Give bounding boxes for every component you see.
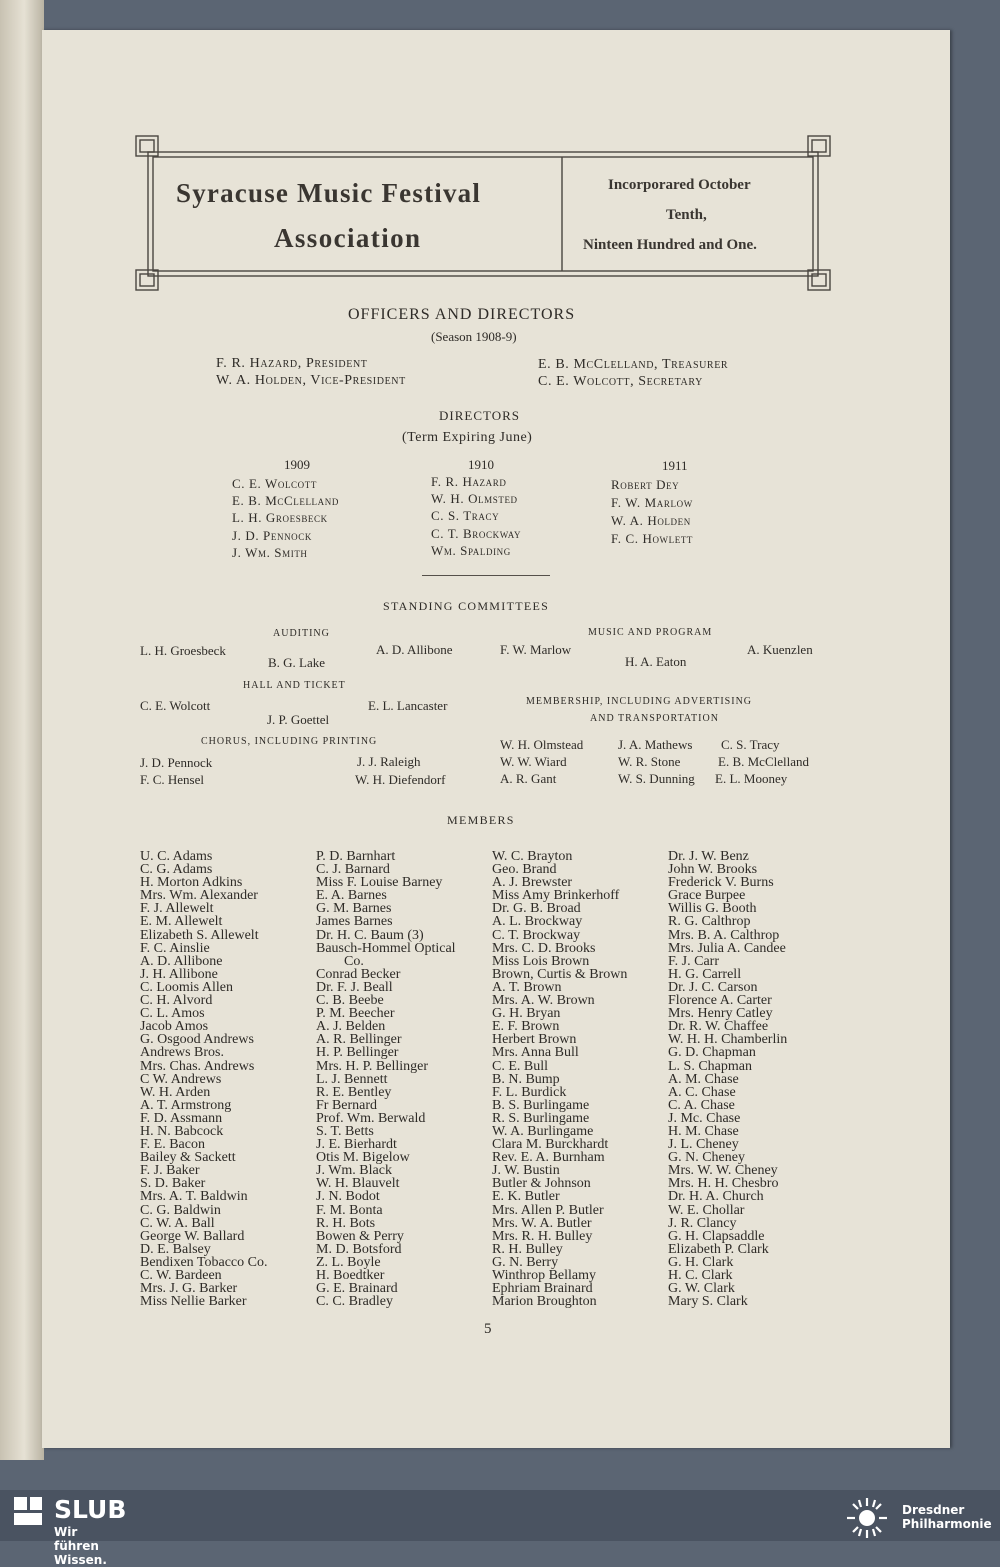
member-name: Bowen & Perry: [316, 1228, 404, 1244]
member-name: James Barnes: [316, 914, 393, 930]
year-1911: 1911: [662, 458, 688, 473]
member-name: D. E. Balsey: [140, 1241, 211, 1257]
officer-treasurer: E. B. McClelland, Treasurer: [538, 357, 729, 372]
member-name: G. M. Barnes: [316, 901, 392, 917]
director-name: J. D. Pennock: [232, 527, 312, 543]
member-name: E. F. Brown: [492, 1019, 560, 1035]
member-name: C. A. Chase: [668, 1097, 735, 1113]
member-name: J. E. Bierhardt: [316, 1137, 397, 1153]
member-name: Geo. Brand: [492, 862, 557, 878]
member-name: G. D. Chapman: [668, 1045, 756, 1061]
director-name: F. C. Howlett: [611, 531, 694, 546]
member-name: P. D. Barnhart: [316, 849, 396, 864]
director-name: Wm. Spalding: [431, 542, 511, 558]
chorus-member: J. J. Raleigh: [357, 754, 421, 769]
member-name: R. H. Bots: [316, 1215, 376, 1231]
member-name: C. H. Alvord: [140, 993, 213, 1009]
director-name: W. H. Olmsted: [431, 491, 518, 507]
directors-1909-list: [232, 475, 339, 561]
member-name: Mrs. R. H. Bulley: [492, 1228, 593, 1244]
member-name: C W. Andrews: [140, 1071, 222, 1087]
member-name: John W. Brooks: [668, 862, 758, 878]
member-name: P. M. Beecher: [316, 1006, 395, 1022]
officers-heading: OFFICERS AND DIRECTORS: [348, 306, 576, 323]
member-name: U. C. Adams: [140, 849, 213, 864]
directors-term: (Term Expiring June): [402, 430, 533, 445]
member-name: A. L. Brockway: [492, 914, 583, 930]
music-program-member: H. A. Eaton: [625, 654, 687, 669]
partner-name-line2: Philharmonie: [902, 1517, 992, 1531]
members-column-4: [668, 850, 787, 1308]
member-name: Elizabeth S. Allewelt: [140, 927, 259, 943]
director-name: Robert Dey: [611, 477, 680, 492]
member-name: C. E. Bull: [492, 1058, 549, 1074]
member-name: J. W. Bustin: [492, 1163, 560, 1179]
member-name: Dr. H. C. Baum (3): [316, 927, 424, 943]
hall-ticket-member: C. E. Wolcott: [140, 698, 211, 713]
member-name: W. C. Brayton: [492, 849, 573, 864]
hall-ticket-member: J. P. Goettel: [267, 712, 330, 727]
auditing-member: A. D. Allibone: [376, 642, 453, 657]
chorus-member: J. D. Pennock: [140, 755, 213, 770]
member-name: L. J. Bennett: [316, 1071, 388, 1087]
member-name: G. N. Berry: [492, 1254, 559, 1270]
member-name: George W. Ballard: [140, 1228, 245, 1244]
member-name: Rev. E. A. Burnham: [492, 1150, 605, 1166]
slub-name: SLUB: [54, 1495, 127, 1524]
member-name: J. Mc. Chase: [668, 1110, 741, 1126]
incorporated-line2: Tenth,: [666, 207, 707, 223]
member-name: C. Loomis Allen: [140, 979, 233, 995]
member-name: Fr Bernard: [316, 1097, 378, 1113]
member-name: A. J. Brewster: [492, 875, 573, 891]
member-name: A. C. Chase: [668, 1084, 736, 1100]
member-name: C. W. Bardeen: [140, 1268, 222, 1283]
member-name: Conrad Becker: [316, 966, 401, 982]
member-name: H. N. Babcock: [140, 1123, 224, 1139]
member-name: J. H. Allibone: [140, 966, 218, 982]
member-name: Dr. H. A. Church: [668, 1189, 764, 1205]
member-name: Mrs. B. A. Calthrop: [668, 927, 780, 943]
member-name: Bausch-Hommel Optical: [316, 940, 456, 956]
member-name: H. C. Clark: [668, 1268, 733, 1283]
director-name: F. R. Hazard: [431, 474, 507, 489]
member-name: H. P. Bellinger: [316, 1045, 399, 1061]
member-name: A. T. Armstrong: [140, 1097, 232, 1113]
member-name: Jacob Amos: [140, 1019, 209, 1035]
member-name: Mrs. W. W. Cheney: [668, 1163, 778, 1179]
auditing-title: AUDITING: [273, 628, 330, 639]
membership-member: W. W. Wiard: [500, 754, 567, 769]
member-name: F. L. Burdick: [492, 1084, 567, 1100]
member-name: Mrs. Julia A. Candee: [668, 940, 786, 956]
membership-member: E. B. McClelland: [718, 754, 809, 769]
member-name: Brown, Curtis & Brown: [492, 966, 628, 982]
membership-member: J. A. Mathews: [618, 737, 693, 752]
member-name: F. M. Bonta: [316, 1202, 383, 1218]
member-name: C. W. A. Ball: [140, 1215, 215, 1231]
officer-president: F. R. Hazard, President: [216, 356, 368, 371]
incorporated-line3: Ninteen Hundred and One.: [583, 237, 757, 253]
member-name: G. E. Brainard: [316, 1281, 398, 1297]
member-name: C. G. Adams: [140, 862, 213, 878]
chorus-title: CHORUS, INCLUDING PRINTING: [201, 736, 378, 747]
member-name: Mrs. C. D. Brooks: [492, 940, 596, 956]
header-frame: [134, 132, 834, 294]
member-name: Co.: [344, 953, 364, 969]
member-name: B. N. Bump: [492, 1071, 560, 1087]
member-name: R. E. Bentley: [316, 1084, 392, 1100]
member-name: S. D. Baker: [140, 1176, 206, 1192]
member-name: Dr. J. C. Carson: [668, 979, 758, 995]
member-name: Mrs. Wm. Alexander: [140, 888, 258, 904]
members-column-1: [140, 850, 267, 1308]
member-name: H. M. Chase: [668, 1123, 739, 1139]
member-name: Clara M. Burckhardt: [492, 1137, 609, 1153]
member-name: W. E. Chollar: [668, 1202, 745, 1218]
member-name: Mrs. Allen P. Butler: [492, 1202, 604, 1218]
member-name: Mrs. A. T. Baldwin: [140, 1189, 248, 1205]
member-name: L. S. Chapman: [668, 1058, 752, 1074]
hall-ticket-member: E. L. Lancaster: [368, 698, 448, 713]
association-title-line2: Association: [274, 223, 422, 253]
document-page: [42, 30, 950, 1448]
partner-logo: [842, 1497, 992, 1543]
member-name: J. L. Cheney: [668, 1137, 739, 1153]
member-name: E. A. Barnes: [316, 888, 387, 904]
chorus-member: W. H. Diefendorf: [355, 772, 446, 787]
member-name: F. C. Ainslie: [140, 940, 210, 956]
member-name: Herbert Brown: [492, 1032, 577, 1048]
member-name: G. W. Clark: [668, 1281, 735, 1297]
auditing-member: B. G. Lake: [268, 655, 326, 670]
directors-1911-list: [611, 476, 693, 548]
director-name: W. A. Holden: [611, 513, 691, 528]
member-name: C. J. Barnard: [316, 862, 390, 878]
sunburst-icon: [842, 1497, 892, 1539]
member-name: M. D. Botsford: [316, 1241, 402, 1257]
season-label: (Season 1908-9): [431, 329, 517, 344]
member-name: F. J. Carr: [668, 953, 719, 969]
partner-name-line1: Dresdner: [902, 1503, 965, 1517]
member-name: W. A. Burlingame: [492, 1123, 594, 1139]
member-name: Marion Broughton: [492, 1294, 597, 1310]
member-name: Mrs. H. H. Chesbro: [668, 1176, 779, 1192]
slub-tagline: Wir führen Wissen.: [54, 1525, 107, 1567]
officer-secretary: C. E. Wolcott, Secretary: [538, 374, 703, 389]
member-name: Frederick V. Burns: [668, 875, 774, 891]
committees-heading: STANDING COMMITTEES: [383, 599, 550, 613]
member-name: Mrs. Chas. Andrews: [140, 1058, 255, 1074]
book-spine: [0, 0, 44, 1460]
member-name: Miss F. Louise Barney: [316, 875, 443, 891]
member-name: Elizabeth P. Clark: [668, 1241, 769, 1257]
member-name: S. T. Betts: [316, 1123, 374, 1139]
year-1910: 1910: [468, 457, 494, 472]
member-name: Mrs. W. A. Butler: [492, 1215, 592, 1231]
director-name: C. T. Brockway: [431, 525, 522, 541]
member-name: Mrs. Henry Catley: [668, 1006, 773, 1022]
membership-member: W. R. Stone: [618, 754, 681, 769]
slub-logo: [14, 1495, 127, 1567]
member-name: G. H. Clapsaddle: [668, 1228, 765, 1244]
director-name: C. E. Wolcott: [232, 476, 317, 491]
members-column-3: [492, 850, 627, 1308]
member-name: Grace Burpee: [668, 888, 746, 904]
membership-member: W. H. Olmstead: [500, 737, 584, 752]
director-name: L. H. Groesbeck: [232, 510, 328, 526]
slub-mark-icon: [14, 1497, 42, 1525]
member-name: R. S. Burlingame: [492, 1110, 590, 1126]
director-name: E. B. McClelland: [232, 493, 339, 509]
music-program-member: A. Kuenzlen: [747, 642, 813, 657]
member-name: Mary S. Clark: [668, 1294, 748, 1310]
director-name: J. Wm. Smith: [232, 544, 308, 560]
hall-ticket-title: HALL AND TICKET: [243, 680, 346, 691]
members-column-2: [316, 850, 456, 1308]
incorporated-line1: Incorporared October: [608, 177, 751, 193]
membership-title-line1: MEMBERSHIP, INCLUDING ADVERTISING: [526, 696, 753, 707]
member-name: Prof. Wm. Berwald: [316, 1110, 426, 1126]
member-name: C. T. Brockway: [492, 927, 581, 943]
directors-1910-list: [431, 473, 521, 559]
membership-member: E. L. Mooney: [715, 771, 788, 786]
member-name: C. G. Baldwin: [140, 1202, 221, 1218]
member-name: G. Osgood Andrews: [140, 1032, 254, 1048]
member-name: Bailey & Sackett: [140, 1150, 236, 1166]
member-name: C. B. Beebe: [316, 993, 384, 1009]
member-name: A. M. Chase: [668, 1071, 739, 1087]
member-name: Miss Amy Brinkerhoff: [492, 888, 620, 904]
member-name: Willis G. Booth: [668, 901, 757, 917]
member-name: Mrs. J. G. Barker: [140, 1281, 238, 1297]
membership-member: C. S. Tracy: [721, 737, 780, 752]
member-name: J. N. Bodot: [316, 1189, 380, 1205]
member-name: F. J. Baker: [140, 1163, 200, 1179]
year-1909: 1909: [284, 457, 310, 472]
member-name: R. G. Calthrop: [668, 914, 751, 930]
member-name: Otis M. Bigelow: [316, 1150, 410, 1166]
membership-member: A. R. Gant: [500, 771, 557, 786]
member-name: A. R. Bellinger: [316, 1032, 402, 1048]
member-name: Dr. F. J. Beall: [316, 979, 393, 995]
member-name: A. D. Allibone: [140, 953, 223, 969]
member-name: Winthrop Bellamy: [492, 1268, 597, 1283]
member-name: B. S. Burlingame: [492, 1097, 590, 1113]
officer-vice-president: W. A. Holden, Vice-President: [216, 373, 406, 388]
member-name: C. L. Amos: [140, 1006, 205, 1022]
member-name: J. Wm. Black: [316, 1163, 392, 1179]
member-name: G. H. Bryan: [492, 1006, 561, 1022]
member-name: A. J. Belden: [316, 1019, 386, 1035]
member-name: Mrs. H. P. Bellinger: [316, 1058, 428, 1074]
member-name: Z. L. Boyle: [316, 1254, 381, 1270]
member-name: Miss Lois Brown: [492, 953, 590, 969]
member-name: Butler & Johnson: [492, 1176, 591, 1192]
membership-member: W. S. Dunning: [618, 771, 695, 786]
member-name: J. R. Clancy: [668, 1215, 737, 1231]
member-name: E. K. Butler: [492, 1189, 560, 1205]
member-name: A. T. Brown: [492, 979, 562, 995]
member-name: W. H. H. Chamberlin: [668, 1032, 788, 1048]
member-name: Miss Nellie Barker: [140, 1294, 247, 1310]
membership-title-line2: AND TRANSPORTATION: [590, 713, 719, 724]
member-name: Dr. J. W. Benz: [668, 849, 749, 864]
member-name: G. N. Cheney: [668, 1150, 745, 1166]
member-name: H. Morton Adkins: [140, 875, 243, 891]
member-name: Bendixen Tobacco Co.: [140, 1254, 268, 1270]
member-name: R. H. Bulley: [492, 1241, 563, 1257]
members-heading: MEMBERS: [447, 813, 515, 827]
director-name: F. W. Marlow: [611, 495, 693, 510]
member-name: Andrews Bros.: [140, 1045, 224, 1061]
member-name: F. D. Assmann: [140, 1110, 223, 1126]
member-name: Dr. G. B. Broad: [492, 901, 581, 917]
member-name: Ephriam Brainard: [492, 1281, 593, 1297]
divider-rule: [422, 575, 550, 576]
member-name: E. M. Allewelt: [140, 914, 223, 930]
member-name: F. J. Allewelt: [140, 901, 214, 917]
chorus-member: F. C. Hensel: [140, 772, 204, 787]
member-name: Florence A. Carter: [668, 993, 772, 1009]
director-name: C. S. Tracy: [431, 508, 500, 524]
page-number: 5: [484, 1321, 492, 1337]
member-name: C. C. Bradley: [316, 1294, 393, 1310]
partner-name: [902, 1503, 992, 1531]
member-name: W. H. Arden: [140, 1084, 211, 1100]
member-name: W. H. Blauvelt: [316, 1176, 400, 1192]
association-title-line1: Syracuse Music Festival: [176, 178, 482, 208]
member-name: Mrs. Anna Bull: [492, 1045, 579, 1061]
auditing-member: L. H. Groesbeck: [140, 643, 226, 658]
music-program-member: F. W. Marlow: [500, 642, 572, 657]
member-name: F. E. Bacon: [140, 1137, 205, 1153]
member-name: G. H. Clark: [668, 1254, 734, 1270]
directors-heading: DIRECTORS: [439, 408, 520, 423]
music-program-title: MUSIC AND PROGRAM: [588, 627, 713, 638]
member-name: H. Boedtker: [316, 1268, 385, 1283]
member-name: Dr. R. W. Chaffee: [668, 1019, 769, 1035]
member-name: Mrs. A. W. Brown: [492, 993, 595, 1009]
member-name: H. G. Carrell: [668, 966, 742, 982]
